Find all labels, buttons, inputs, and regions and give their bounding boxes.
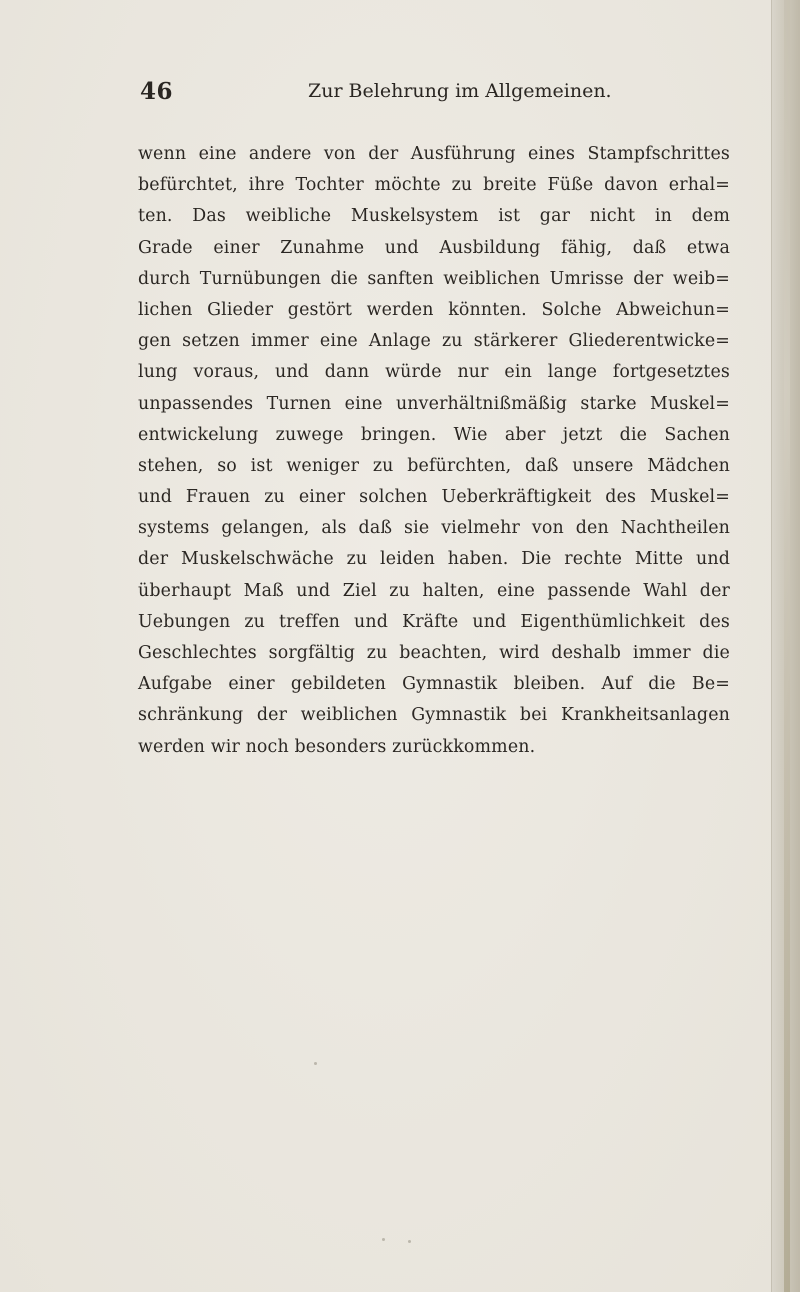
text-line: unpassendes Turnen eine unverhältnißmäßig starke Muskel= [138, 393, 730, 414]
text-line: lung voraus, und dann würde nur ein lange fortgesetztes [138, 362, 730, 383]
text-line: gen setzen immer eine Anlage zu stärkerer Gliederentwicke= [138, 331, 730, 352]
text-line: befürchtet, ihre Tochter möchte zu breite Füße davon erhal= [138, 175, 730, 196]
page-header [140, 74, 760, 114]
text-line: schränkung der weiblichen Gymnastik bei Krankheitsanlagen [138, 705, 730, 726]
text-line: der Muskelschwäche zu leiden haben. Die rechte Mitte und [138, 549, 730, 570]
text-line: überhaupt Maß und Ziel zu halten, eine passende Wahl der [138, 580, 730, 601]
text-line: Grade einer Zunahme und Ausbildung fähig, daß etwa [138, 237, 730, 258]
text-line: ten. Das weibliche Muskelsystem ist gar nicht in dem [138, 206, 730, 227]
text-line: entwickelung zuwege bringen. Wie aber jetzt die Sachen [138, 424, 730, 445]
text-line: werden wir noch besonders zurückkommen. [138, 736, 536, 757]
text-line: Aufgabe einer gebildeten Gymnastik bleiben. Auf die Be= [138, 674, 730, 695]
text-line: Geschlechtes sorgfältig zu beachten, wird deshalb immer die [138, 643, 730, 663]
page-edge-strip [784, 0, 790, 1292]
page-edge [771, 0, 800, 1292]
paper-speck [408, 1240, 411, 1243]
text-line: durch Turnübungen die sanften weiblichen Umrisse der weib= [138, 268, 730, 289]
text-line: stehen, so ist weniger zu befürchten, daß unsere Mädchen [138, 455, 730, 476]
page-number: 46 [140, 78, 174, 105]
text-line: Uebungen zu treffen und Kräfte und Eigenthümlichkeit des [138, 611, 730, 632]
text-line: lichen Glieder gestört werden könnten. Solche Abweichun= [138, 299, 730, 320]
paper-speck [314, 1062, 317, 1065]
body-text [138, 139, 730, 763]
running-head: Zur Belehrung im Allgemeinen. [308, 80, 612, 102]
text-line: und Frauen zu einer solchen Ueberkräftigkeit des Muskel= [138, 487, 730, 508]
text-line: wenn eine andere von der Ausführung eines Stampfschrittes [138, 144, 730, 164]
paper-speck [382, 1238, 385, 1241]
text-line: systems gelangen, als daß sie vielmehr von den Nachtheilen [138, 518, 730, 539]
